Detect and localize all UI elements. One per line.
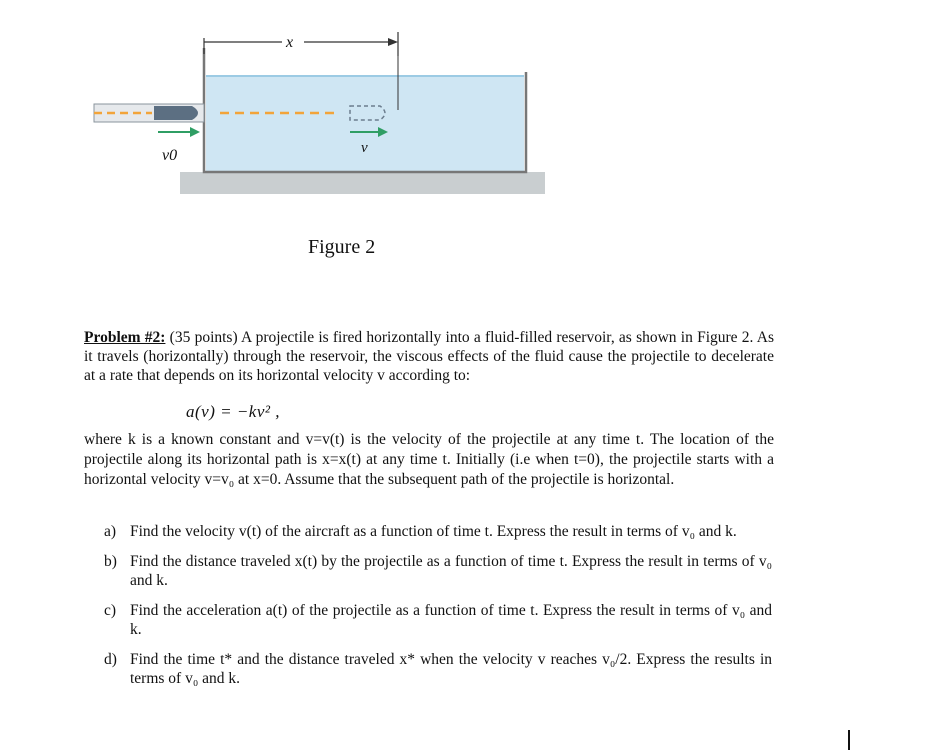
part-label: a) xyxy=(104,523,117,540)
part-label: d) xyxy=(104,650,117,668)
part-label: c) xyxy=(104,601,117,619)
reservoir-illustration xyxy=(80,20,560,200)
part-text: Find the acceleration a(t) of the projectile as a function of time t. Express the result in terms of v₀ and k. xyxy=(130,601,772,638)
projectile xyxy=(154,106,198,120)
problem-parts-list xyxy=(104,522,772,699)
problem-title: Problem #2: xyxy=(84,329,166,346)
label-v0: v0 xyxy=(162,147,178,164)
v0-arrowhead xyxy=(190,127,200,137)
part-label: b) xyxy=(104,552,117,570)
water-body xyxy=(206,76,524,172)
problem-intro-paragraph xyxy=(84,328,774,385)
problem-part xyxy=(104,601,772,640)
label-v: v xyxy=(361,140,368,156)
ground-slab xyxy=(180,172,545,194)
problem-intro-text: (35 points) A projectile is fired horizontally into a fluid-filled reservoir, as shown in Figure 2. As it travels (horizontally) through the reservoir, the viscous effects of the fluid cause the projectile to decelerate at a rate that depends on its horizontal velocity v according to: xyxy=(84,329,774,384)
part-text: Find the distance traveled x(t) by the projectile as a function of time t. Express the result in terms of v₀ and k. xyxy=(130,552,772,589)
problem-part xyxy=(104,522,772,542)
problem-description-paragraph xyxy=(84,430,774,490)
problem-description-text: where k is a known constant and v=v(t) is the velocity of the projectile at any time t. The location of the projectile along its horizontal path is x=x(t) at any time t. Initially (i.e when t=0), the projectile starts with a horizontal velocity v=v₀ at x=0. Assume that the subsequent path of the projectile is horizontal. xyxy=(84,431,774,488)
figure-2-diagram xyxy=(80,20,560,200)
problem-part xyxy=(104,552,772,591)
part-text: Find the velocity v(t) of the aircraft as a function of time t. Express the result in terms of v₀ and k. xyxy=(130,523,737,540)
drag-equation: a(v) = −kv² , xyxy=(186,402,280,421)
part-text: Find the time t* and the distance traveled x* when the velocity v reaches v₀/2. Express the results in terms of v₀ and k. xyxy=(130,650,772,687)
figure-caption: Figure 2 xyxy=(308,236,376,258)
label-x: x xyxy=(286,34,294,51)
text-cursor xyxy=(848,730,850,750)
problem-part xyxy=(104,650,772,689)
x-dimension-arrowhead xyxy=(388,38,398,46)
